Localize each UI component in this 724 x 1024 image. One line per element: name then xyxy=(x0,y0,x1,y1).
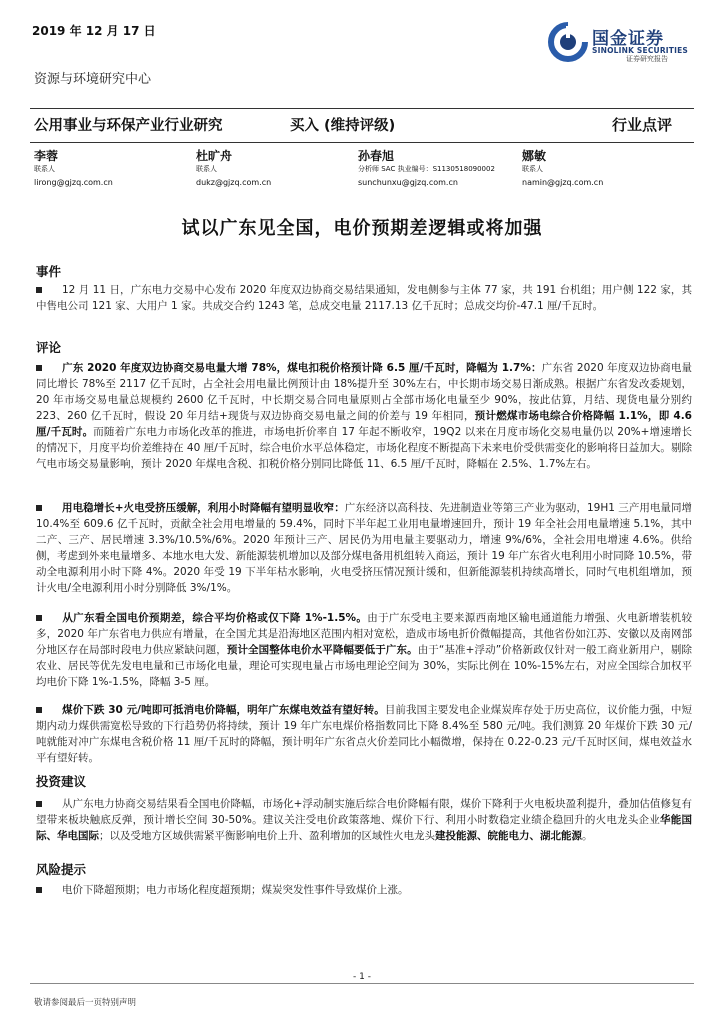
analyst-card xyxy=(522,150,603,189)
risk-paragraph xyxy=(36,882,692,898)
analyst-email[interactable]: sunchunxu@gjzq.com.cn xyxy=(358,178,458,187)
analyst-role: 联系人 xyxy=(34,165,55,173)
comment-paragraph-2 xyxy=(36,500,692,596)
comment-2-text: 广东经济以高科技、先进制造业等第三产业为驱动，19H1 三产用电量同增 10.4%至 609.6 亿千瓦时，贡献全社会用电增量的 59.4%，同时下半年起工业用电量增速回升，预计 19 年全社会用电量增速 5.1%，其中二产、三产、居民增速 3.3%/10.5%/6%。2020 年预计三产、居民仍为用电量主要驱动力，增速 9%/6%，全社会用电增速 4.6%。供给侧，考虑到外来电量增多、本地水电大发、新能源装机增加以及部分煤电备用机组转入商运，预计 19 年广东省火电利用小时同降 10.5%，带动全电源利用小时下降 4%。2020 年受 19 下半年枯水影响，火电受挤压情况预计缓和，但新能源装机持续高增长，同时气电机组增加，预计火电/全电源利用小时分别降低 3%/1%。 xyxy=(36,502,693,594)
report-type: 行业点评 xyxy=(612,116,673,134)
sinolink-logo-icon xyxy=(548,22,588,62)
advice-text-2: ；以及受地方区域供需紧平衡影响电价上升、盈利增加的区域性火电龙头 xyxy=(99,830,435,842)
bullet-icon xyxy=(36,365,42,371)
analyst-role: 联系人 xyxy=(196,165,217,173)
bullet-icon xyxy=(36,887,42,893)
risk-text: 电价下降超预期；电力市场化程度超预期；煤炭突发性事件导致煤价上涨。 xyxy=(62,884,409,896)
analyst-email[interactable]: lirong@gjzq.com.cn xyxy=(34,178,113,187)
advice-text: 从广东电力协商交易结果看全国电价降幅，市场化+浮动制实施后综合电价降幅有限，煤价下降利于火电板块盈利提升，叠加估值修复有望带来板块触底反弹，预计增长空间 30-50%。建议关注受电价政策落地、煤价下行、利用小时数稳定业绩企稳回升的火电龙头企业 xyxy=(36,798,692,826)
analyst-name: 李蓉 xyxy=(34,149,59,163)
analyst-name: 孙春旭 xyxy=(358,149,395,163)
research-center: 资源与环境研究中心 xyxy=(34,72,152,87)
footer-divider xyxy=(30,983,694,984)
brand-name-cn: 国金证券 xyxy=(592,29,664,49)
divider-header xyxy=(30,142,694,143)
analyst-card xyxy=(358,150,495,189)
comment-1-text-2: 而随着广东电力市场化改革的推进，市场电折价率自 17 年起不断收窄，19Q2 以来在月度市场化交易电量仍以 20%+增速增长的情况下，月度平均价差维持在 40 厘/千瓦时，综合电价水平总体稳定，市场化程度不断提高下未来电价受供需变化的影响将日益加大。剔除气电市场交易量影响，预计 2020 年煤电含税、扣税价格分别同比降低 11、6.5 厘/千瓦时，降幅在 2.5%、1.7%左右。 xyxy=(36,426,692,470)
comment-paragraph-3 xyxy=(36,610,692,690)
advice-end: 。 xyxy=(582,830,593,842)
brand-subtitle: 证券研究报告 xyxy=(626,55,668,63)
rating: 买入 (维持评级) xyxy=(290,118,396,134)
comment-2-lead: 用电稳增长+火电受挤压缓解，利用小时降幅有望明显收窄： xyxy=(62,502,345,514)
analyst-card xyxy=(34,150,113,189)
report-date: 2019 年 12 月 17 日 xyxy=(32,24,156,38)
divider-top xyxy=(30,108,694,109)
comment-3-emphasis: 预计全国整体电价水平降幅要低于广东。 xyxy=(226,644,418,656)
analyst-card xyxy=(196,150,271,189)
page-number: - 1 - xyxy=(353,972,371,982)
report-title: 试以广东见全国，电价预期差逻辑或将加强 xyxy=(181,218,543,239)
advice-paragraph xyxy=(36,796,692,844)
bullet-icon xyxy=(36,615,42,621)
brand-logo xyxy=(548,22,698,68)
section-heading-advice: 投资建议 xyxy=(36,774,87,789)
bullet-icon xyxy=(36,801,42,807)
bullet-icon xyxy=(36,287,42,293)
analyst-role: 分析师 SAC 执业编号：S1130518090002 xyxy=(358,165,495,173)
analyst-role: 联系人 xyxy=(522,165,543,173)
analyst-name: 杜旷舟 xyxy=(196,149,233,163)
advice-stock-picks: 华能国际、华电国际 xyxy=(36,814,693,842)
event-paragraph xyxy=(36,282,692,314)
analyst-name: 娜敏 xyxy=(522,149,547,163)
section-heading-comment: 评论 xyxy=(36,340,62,355)
brand-name-en: SINOLINK SECURITIES xyxy=(592,46,689,55)
comment-4-lead: 煤价下跌 30 元/吨即可抵消电价降幅，明年广东煤电效益有望好转。 xyxy=(62,704,385,716)
section-heading-event: 事件 xyxy=(36,264,62,279)
disclaimer-note: 敬请参阅最后一页特别声明 xyxy=(34,998,137,1008)
analyst-email[interactable]: dukz@gjzq.com.cn xyxy=(196,178,272,187)
bullet-icon xyxy=(36,505,42,511)
event-text: 12 月 11 日，广东电力交易中心发布 2020 年度双边协商交易结果通知，发电侧参与主体 77 家，共 191 台机组；用户侧 122 家，其中售电公司 121 家、大用户 1 家。共成交合约 1243 笔，总成交电量 2117.13 亿千瓦时；总成交均价-47.1 厘/千瓦时。 xyxy=(36,284,692,312)
comment-1-emphasis: 预计燃煤市场电综合价格降幅 1.1%，即 4.6 厘/千瓦时。 xyxy=(36,410,692,438)
comment-3-text: 由于广东受电主要来源西南地区输电通道能力增强、火电新增装机较多，2020 年广东省电力供应有增量，在全国尤其是沿海地区范围内相对宽松，造成市场电折价微幅提高，其他省份如江苏、安徽以及南网部分地区存在局部时段电力供应紧缺问题， xyxy=(36,612,693,656)
comment-3-text-2: 由于“基准+浮动”价格新政仅针对一般工商业新用户，剔除农业、居民等优先发电电量和已市场化电量，理论可实现电量占市场电理论空间为 30%，实际比例在 10%-15%左右，对应全国综合加权平均电价下降 1%-1.5%，降幅 3-5 厘。 xyxy=(36,644,693,688)
comment-paragraph-4 xyxy=(36,702,692,766)
advice-stock-picks-2: 建投能源、皖能电力、湖北能源 xyxy=(435,830,582,842)
analyst-email[interactable]: namin@gjzq.com.cn xyxy=(522,178,604,187)
bullet-icon xyxy=(36,707,42,713)
comment-4-text: 目前我国主要发电企业煤炭库存处于历史高位，议价能力强，中短期内动力煤供需宽松导致的下行趋势仍将持续，预计 19 年广东电煤价格指数同比下降 8.4%至 580 元/吨。我们测算 20 年煤价下跌 30 元/吨就能对冲广东煤电含税价格 11 厘/千瓦时的降幅，预计明年广东省点火价差同比小幅微增，保持在 0.22-0.23 元/千瓦时区间，煤电效益水平有望好转。 xyxy=(36,704,693,764)
comment-1-text: 广东省 2020 年度双边协商电量同比增长 78%至 2117 亿千瓦时，占全社会用电量比例预计由 18%提升至 30%左右，中长期市场交易日渐成熟。根据广东省发改委规划，20 年市场交易电量总规模约 2600 亿千瓦时，中长期交易合同电量原则占全部市场化电量至少 90%，按此估算，月结、现货电量分别约 223、260 亿千瓦时，假设 20 年月结+现货与双边协商交易电量之间的价差与 19 年相同， xyxy=(36,362,692,422)
comment-paragraph-1 xyxy=(36,360,692,472)
section-heading-risk: 风险提示 xyxy=(36,862,87,877)
sector-title: 公用事业与环保产业行业研究 xyxy=(34,118,223,134)
comment-3-lead: 从广东看全国电价预期差，综合平均价格或仅下降 1%-1.5%。 xyxy=(62,612,368,624)
comment-1-lead: 广东 2020 年度双边协商交易电量大增 78%，煤电扣税价格预计降 6.5 厘/千瓦时，降幅为 1.7%： xyxy=(62,362,542,374)
